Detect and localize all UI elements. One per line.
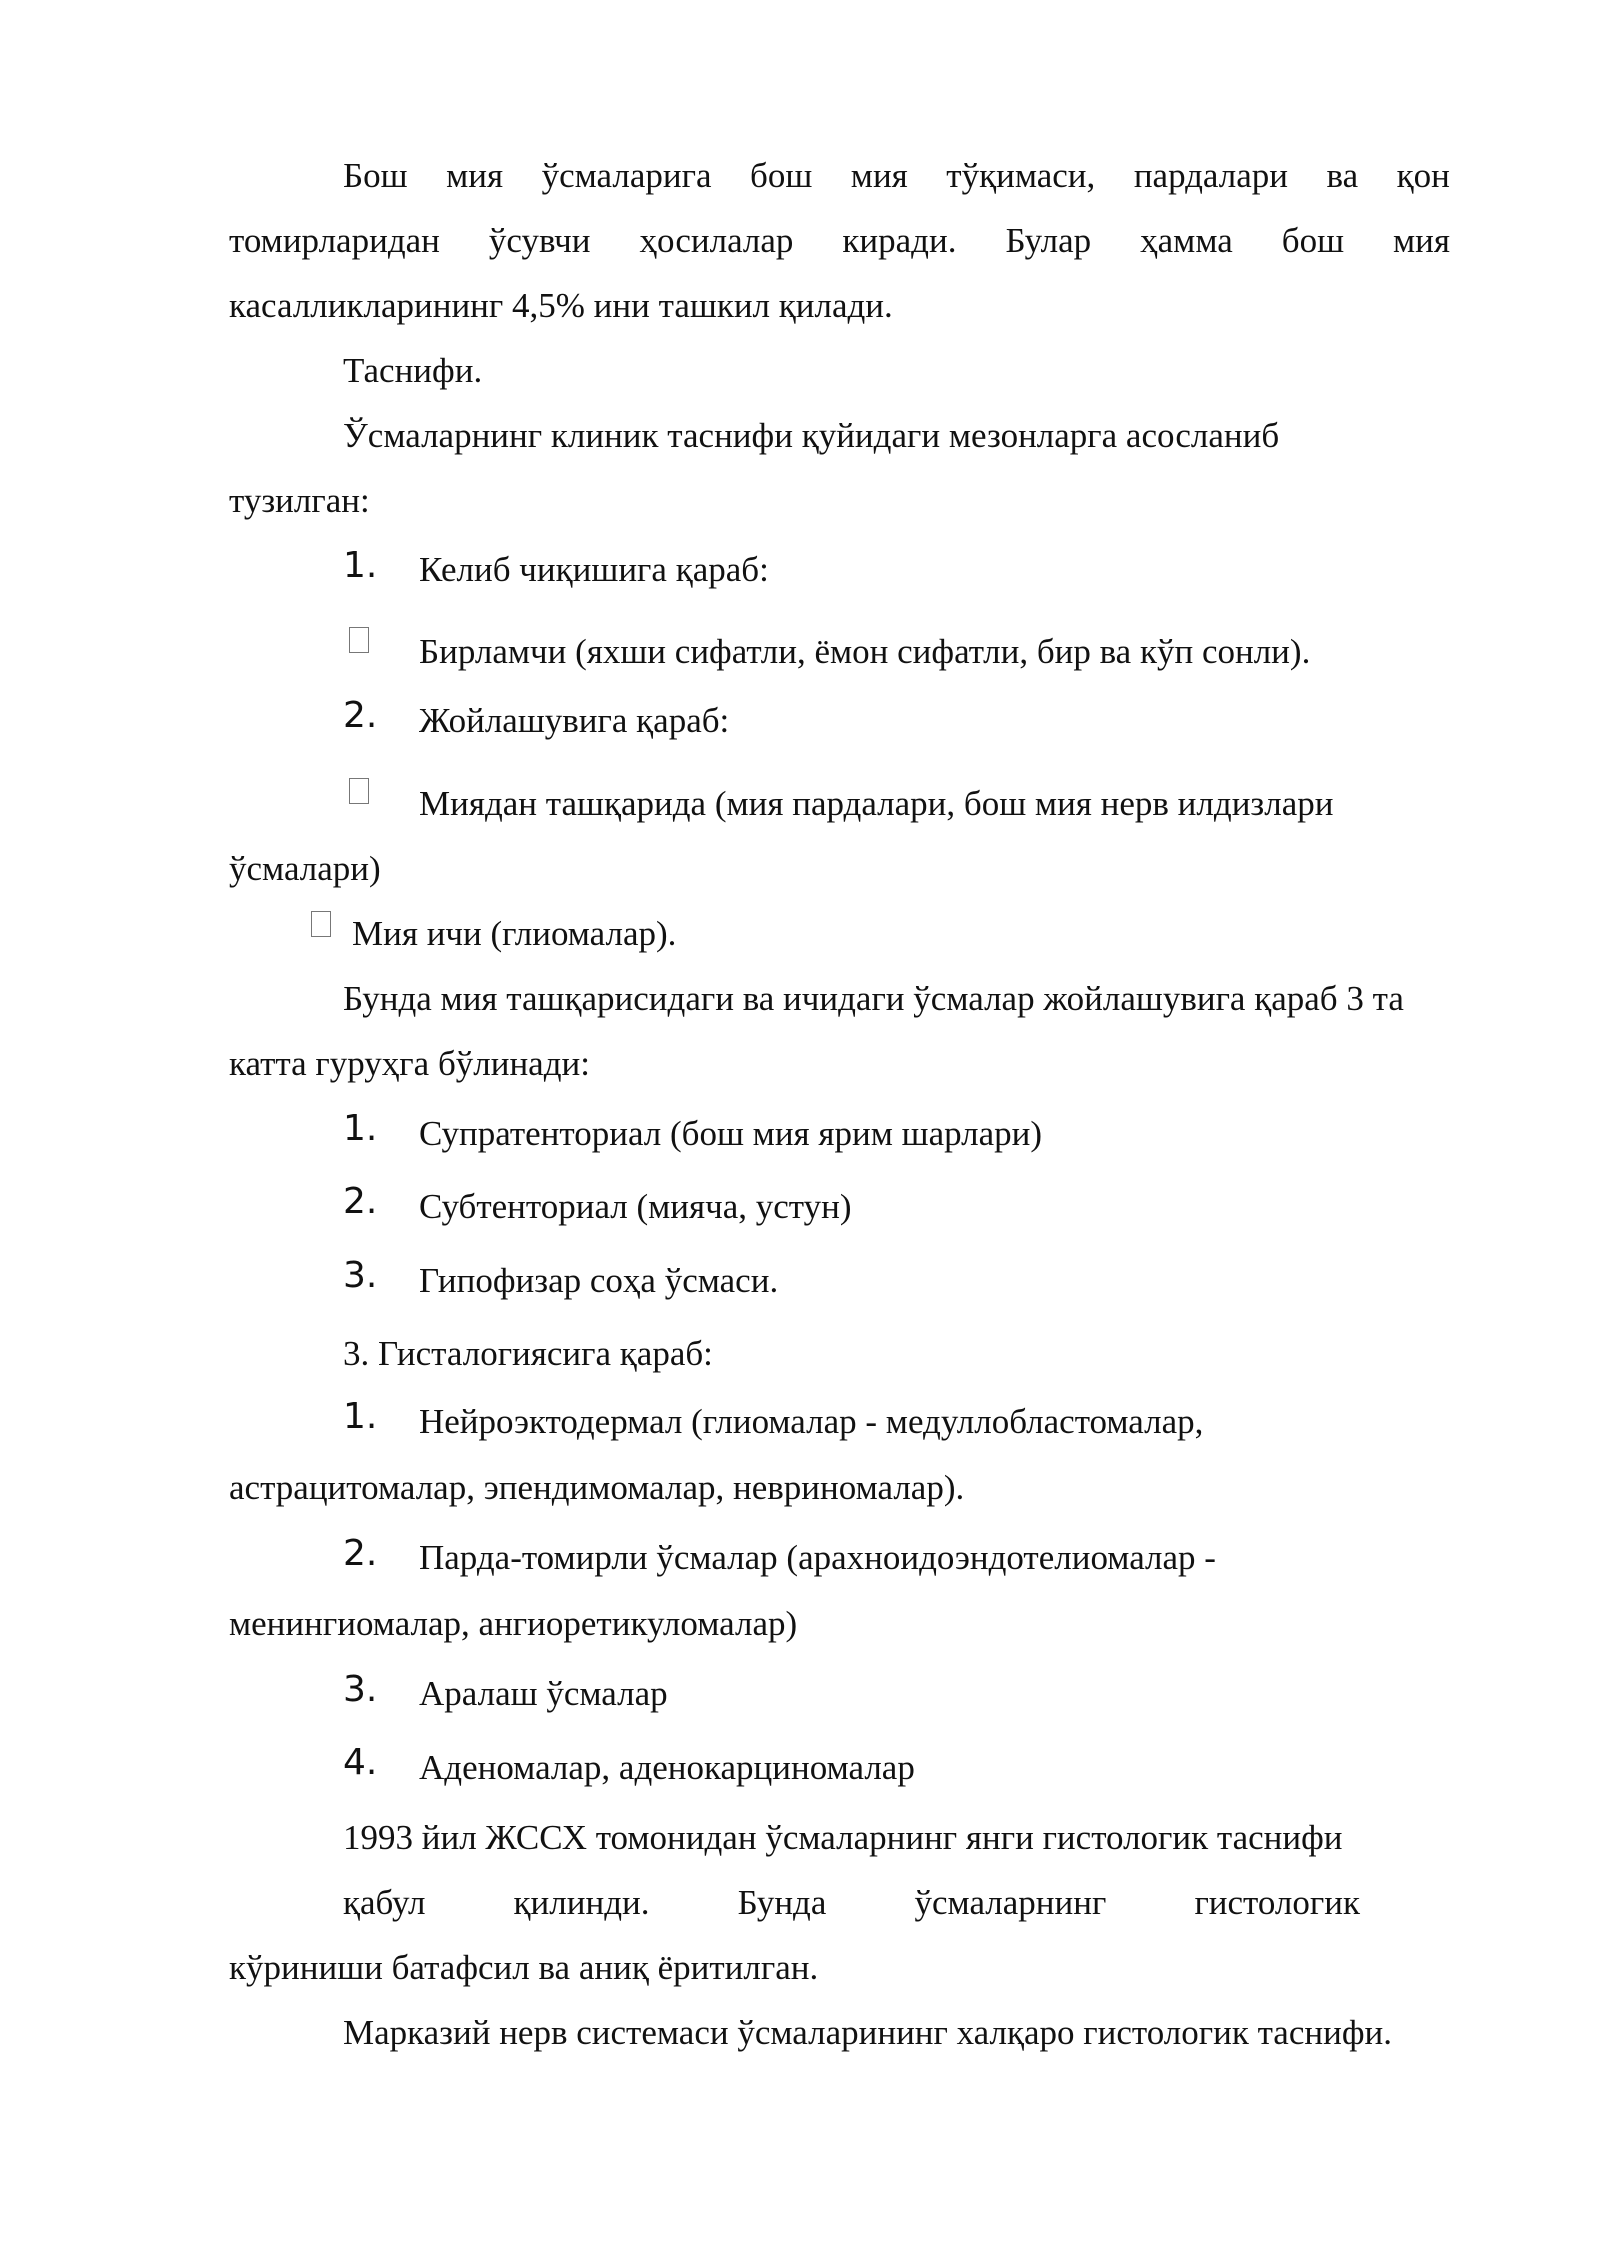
word: Бунда <box>737 1883 827 1922</box>
word: қон <box>1396 156 1450 195</box>
histology-label-2: Парда-томирли ўсмалар (арахноидоэндотелиомалар - <box>419 1538 1216 1577</box>
criteria-bullet-extracerebral: Миядан ташқарида (мия пардалари, бош мия нерв илдизлари <box>419 784 1334 823</box>
word: ўсмаларига <box>541 156 712 195</box>
missing-glyph-icon <box>311 911 331 937</box>
who-paragraph-line-2 <box>343 1885 1360 1920</box>
who-paragraph-line-3: кўриниши батафсил ва аниқ ёритилган. <box>229 1948 819 1987</box>
word: ўсмаларнинг <box>914 1883 1107 1922</box>
word: бош <box>1281 221 1345 260</box>
histology-label-1-cont: астрацитомалар, эпендимомалар, невриномалар). <box>229 1468 965 1507</box>
histology-label-3: Аралаш ўсмалар <box>419 1674 668 1713</box>
criteria-label-1: Келиб чиқишига қараб: <box>419 550 769 589</box>
criteria-number-2: 2. <box>343 695 378 736</box>
histology-label-2-cont: менингиомалар, ангиоретикуломалар) <box>229 1604 798 1643</box>
word: томирларидан <box>229 221 440 260</box>
histology-number-4: 4. <box>343 1742 378 1783</box>
word: пардалари <box>1133 156 1288 195</box>
histology-title: 3. Гисталогиясига қараб: <box>343 1334 713 1373</box>
criteria-number-1: 1. <box>343 545 378 586</box>
missing-glyph-icon <box>349 778 369 804</box>
group-number-2: 2. <box>343 1181 378 1222</box>
word: қилинди. <box>513 1883 650 1922</box>
word: мия <box>1393 221 1450 260</box>
histology-number-1: 1. <box>343 1396 378 1437</box>
closing-line: Марказий нерв системаси ўсмаларининг халқаро гистологик таснифи. <box>343 2013 1392 2052</box>
word: гистологик <box>1194 1883 1360 1922</box>
word: ва <box>1326 156 1359 195</box>
groups-intro-line-2: катта гуруҳга бўлинади: <box>229 1044 590 1083</box>
intro-line-1 <box>343 158 1450 193</box>
group-number-1: 1. <box>343 1108 378 1149</box>
word: ҳосилалар <box>639 221 794 260</box>
histology-number-3: 3. <box>343 1669 378 1710</box>
criteria-label-2: Жойлашувига қараб: <box>419 701 730 740</box>
intro-line-2 <box>229 223 1450 258</box>
group-label-1: Супратенториал (бош мия ярим шарлари) <box>419 1114 1043 1153</box>
histology-label-1: Нейроэктодермал (глиомалар - медуллобластомалар, <box>419 1402 1204 1441</box>
criteria-bullet-intracerebral: Мия ичи (глиомалар). <box>352 914 677 953</box>
group-label-3: Гипофизар соҳа ўсмаси. <box>419 1261 779 1300</box>
word: киради. <box>842 221 957 260</box>
group-label-2: Субтенториал (мияча, устун) <box>419 1187 852 1226</box>
criteria-bullet-extracerebral-cont: ўсмалари) <box>229 849 381 888</box>
word: ҳамма <box>1140 221 1233 260</box>
word: қабул <box>343 1883 426 1922</box>
missing-glyph-icon <box>349 627 369 653</box>
word: тўқимаси, <box>946 156 1096 195</box>
section-title: Таснифи. <box>343 351 483 390</box>
word: бош <box>750 156 813 195</box>
clinical-intro-line-2: тузилган: <box>229 481 370 520</box>
word: ўсувчи <box>488 221 591 260</box>
word: мия <box>850 156 908 195</box>
criteria-bullet-primary: Бирламчи (яхши сифатли, ёмон сифатли, бир ва кўп сонли). <box>419 632 1311 671</box>
group-number-3: 3. <box>343 1255 378 1296</box>
who-paragraph-line-1: 1993 йил ЖССХ томонидан ўсмаларнинг янги гистологик таснифи <box>343 1818 1343 1857</box>
clinical-intro-line-1: Ўсмаларнинг клиник таснифи қуйидаги мезонларга асосланиб <box>343 416 1280 455</box>
histology-label-4: Аденомалар, аденокарциномалар <box>419 1748 915 1787</box>
intro-line-3: касалликларининг 4,5% ини ташкил қилади. <box>229 286 893 325</box>
word: мия <box>446 156 504 195</box>
histology-number-2: 2. <box>343 1533 378 1574</box>
groups-intro-line-1: Бунда мия ташқарисидаги ва ичидаги ўсмалар жойлашувига қараб 3 та <box>343 979 1404 1018</box>
word: Бош <box>343 156 408 195</box>
word: Булар <box>1005 221 1092 260</box>
